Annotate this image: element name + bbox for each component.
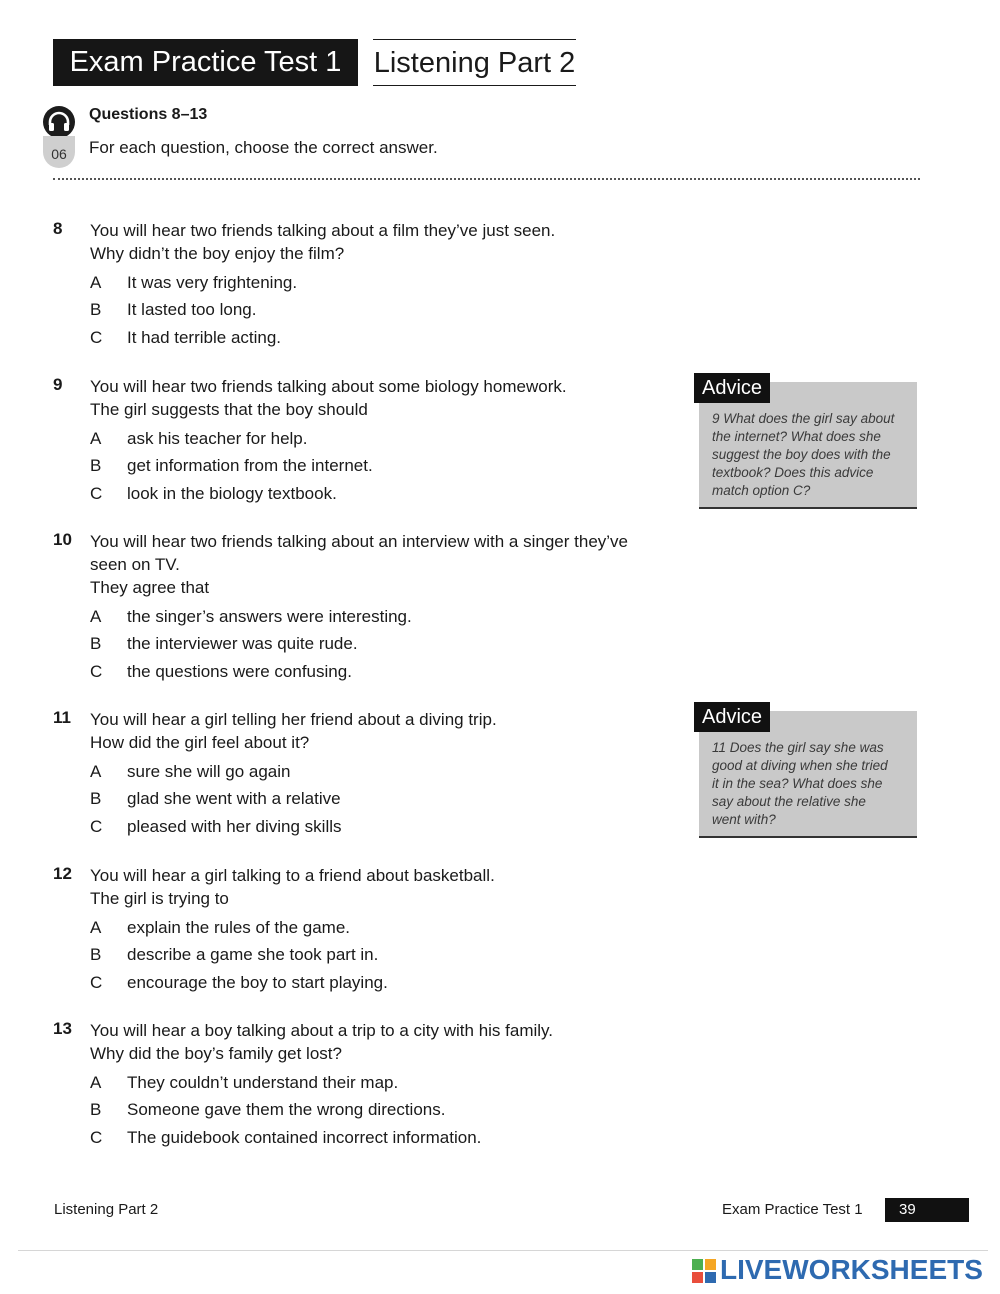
answer-option-c[interactable]: [90, 480, 653, 507]
advice-line: good at diving when she tried: [712, 758, 888, 773]
question-number: 11: [53, 708, 71, 727]
option-letter: A: [90, 1073, 102, 1092]
liveworksheets-wordmark: LIVEWORKSHEETS: [720, 1254, 983, 1285]
stem-line: You will hear a boy talking about a trip to a city with his family.: [90, 1021, 554, 1040]
option-text: the singer’s answers were interesting.: [127, 607, 412, 626]
advice-line: it in the sea? What does she: [712, 776, 883, 791]
dotted-divider: [53, 178, 920, 180]
answer-option-c[interactable]: [90, 969, 653, 996]
question-13: [53, 1019, 653, 1151]
answer-option-a[interactable]: [90, 758, 653, 785]
option-text: It was very frightening.: [127, 273, 298, 292]
option-letter: C: [90, 1127, 103, 1147]
question-number: 12: [53, 864, 72, 883]
advice-line: went with?: [712, 812, 776, 827]
option-letter: B: [90, 1100, 102, 1120]
answer-option-a[interactable]: [90, 425, 653, 452]
advice-line: the internet? What does she: [712, 429, 881, 444]
audio-track-number: 06: [43, 136, 75, 168]
footer-section-name: Listening Part 2: [54, 1201, 159, 1218]
answer-option-c[interactable]: [90, 658, 653, 685]
question-stem: [90, 219, 653, 265]
answer-option-a[interactable]: [90, 269, 653, 296]
option-letter: A: [90, 429, 102, 448]
section-title: Listening Part 2: [373, 39, 576, 86]
option-text: describe a game she took part in.: [127, 945, 379, 965]
question-stem: [90, 375, 653, 421]
option-text: The guidebook contained incorrect information.: [127, 1127, 482, 1147]
advice-label: Advice: [694, 702, 770, 732]
option-text: look in the biology textbook.: [127, 483, 337, 503]
stem-line: Why did the boy’s family get lost?: [90, 1044, 342, 1063]
question-number: 10: [53, 530, 72, 549]
option-text: the interviewer was quite rude.: [127, 634, 358, 654]
answer-option-b[interactable]: [90, 785, 653, 812]
stem-line: They agree that: [90, 578, 210, 597]
option-letter: A: [90, 273, 102, 292]
option-text: glad she went with a relative: [127, 789, 341, 809]
advice-line: 9 What does the girl say about: [712, 411, 895, 426]
option-text: encourage the boy to start playing.: [127, 972, 388, 992]
answer-option-a[interactable]: [90, 1069, 653, 1096]
advice-line: textbook? Does this advice: [712, 465, 874, 480]
question-10: [53, 530, 653, 685]
option-text: They couldn’t understand their map.: [127, 1073, 399, 1092]
stem-line: The girl suggests that the boy should: [90, 400, 368, 419]
option-text: the questions were confusing.: [127, 661, 352, 681]
question-number: 8: [53, 219, 63, 238]
option-text: It had terrible acting.: [127, 327, 282, 347]
option-letter: B: [90, 300, 102, 320]
answer-option-b[interactable]: [90, 941, 653, 968]
footer-test-name: Exam Practice Test 1: [722, 1201, 863, 1218]
answer-option-b[interactable]: [90, 630, 653, 657]
advice-line: 11 Does the girl say she was: [712, 740, 884, 755]
stem-line: How did the girl feel about it?: [90, 733, 310, 752]
answer-option-b[interactable]: [90, 452, 653, 479]
question-stem: [90, 530, 653, 599]
question-11: [53, 708, 653, 840]
answer-option-c[interactable]: [90, 1124, 653, 1151]
scan-edge-line: [18, 1250, 988, 1251]
option-text: explain the rules of the game.: [127, 918, 351, 937]
question-8: [53, 219, 653, 351]
question-number: 9: [53, 375, 63, 394]
answer-option-a[interactable]: [90, 914, 653, 941]
option-letter: A: [90, 918, 102, 937]
advice-box-q11: [699, 706, 917, 838]
stem-line: You will hear two friends talking about an interview with a singer they’ve: [90, 532, 628, 551]
option-text: sure she will go again: [127, 762, 291, 781]
questions-heading: Questions 8–13: [89, 106, 208, 123]
answer-option-a[interactable]: [90, 603, 653, 630]
question-12: [53, 864, 653, 996]
stem-line: You will hear two friends talking about some biology homework.: [90, 377, 567, 396]
audio-track-badge[interactable]: [43, 106, 75, 168]
advice-line: say about the relative she: [712, 794, 866, 809]
advice-box-q9: [699, 377, 917, 509]
answer-option-c[interactable]: [90, 324, 653, 351]
answer-option-b[interactable]: [90, 296, 653, 323]
stem-line: You will hear two friends talking about a film they’ve just seen.: [90, 221, 556, 240]
advice-label: Advice: [694, 373, 770, 403]
option-text: pleased with her diving skills: [127, 816, 342, 836]
headphones-icon: [43, 106, 75, 138]
stem-line: You will hear a girl talking to a friend about basketball.: [90, 866, 495, 885]
option-letter: B: [90, 456, 102, 476]
option-letter: C: [90, 483, 103, 503]
page-number: 39: [885, 1198, 969, 1222]
stem-line: Why didn’t the boy enjoy the film?: [90, 244, 345, 263]
option-letter: C: [90, 816, 103, 836]
option-letter: B: [90, 945, 102, 965]
option-letter: B: [90, 634, 102, 654]
answer-option-b[interactable]: [90, 1096, 653, 1123]
advice-line: match option C?: [712, 483, 811, 498]
question-9: [53, 375, 653, 507]
stem-line: seen on TV.: [90, 555, 180, 574]
stem-line: The girl is trying to: [90, 889, 229, 908]
option-text: Someone gave them the wrong directions.: [127, 1100, 446, 1120]
option-letter: A: [90, 762, 102, 781]
option-letter: B: [90, 789, 102, 809]
question-stem: [90, 864, 653, 910]
option-text: ask his teacher for help.: [127, 429, 308, 448]
option-text: get information from the internet.: [127, 456, 373, 476]
option-letter: C: [90, 972, 103, 992]
liveworksheets-icon: [692, 1259, 716, 1283]
exam-practice-title: Exam Practice Test 1: [53, 39, 358, 86]
question-stem: [90, 1019, 653, 1065]
option-letter: C: [90, 661, 103, 681]
instructions: For each question, choose the correct answer.: [89, 138, 438, 157]
option-text: It lasted too long.: [127, 300, 257, 320]
stem-line: You will hear a girl telling her friend about a diving trip.: [90, 710, 497, 729]
option-letter: A: [90, 607, 102, 626]
answer-option-c[interactable]: [90, 813, 653, 840]
advice-line: suggest the boy does with the: [712, 447, 891, 462]
option-letter: C: [90, 327, 103, 347]
question-stem: [90, 708, 653, 754]
question-number: 13: [53, 1019, 72, 1038]
